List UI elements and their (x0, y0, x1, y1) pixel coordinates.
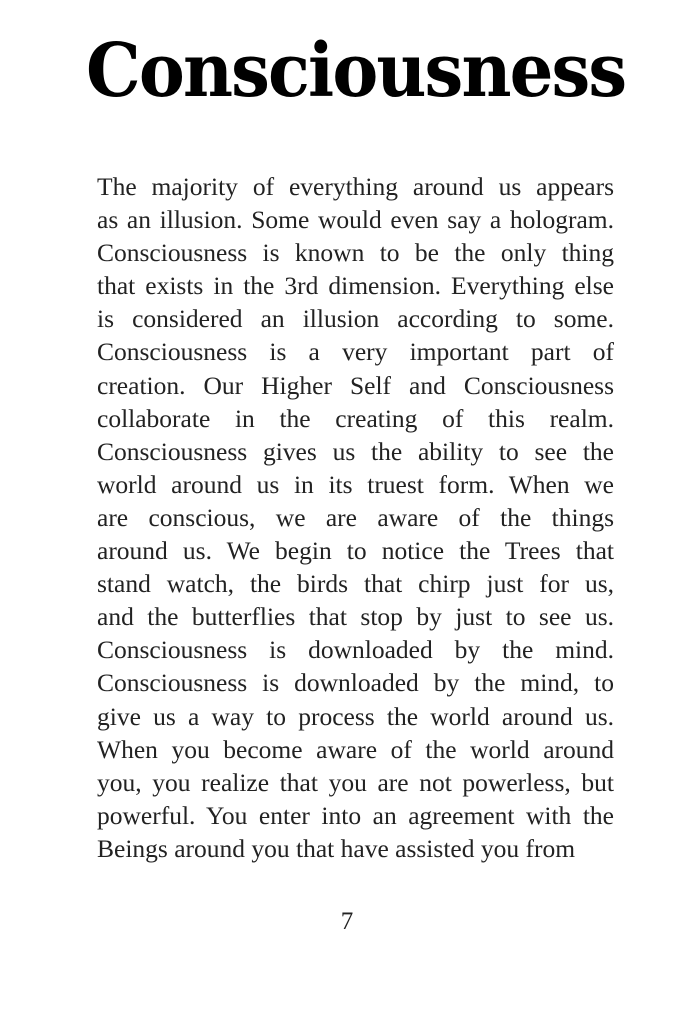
text-line: and the butterflies that stop by just to see us. (97, 602, 614, 632)
text-line: Consciousness gives us the ability to see the (97, 436, 614, 466)
text-line: as an illusion. Some would even say a hologram. (97, 205, 614, 235)
text-line: Consciousness is a very important part of (97, 337, 614, 367)
text-line: is considered an illusion according to some. (97, 304, 614, 334)
text-line: are conscious, we are aware of the things (97, 502, 614, 532)
text-line: Beings around you that have assisted you from (97, 833, 576, 863)
text-line: Consciousness is known to be the only thing (97, 238, 614, 268)
text-line: stand watch, the birds that chirp just for us, (97, 569, 614, 599)
text-line: Consciousness is downloaded by the mind. (97, 635, 614, 665)
text-line: The majority of everything around us appears (97, 172, 614, 201)
text-line: creation. Our Higher Self and Consciousness (97, 370, 614, 400)
text-line: that exists in the 3rd dimension. Everything else (97, 271, 614, 301)
text-line: Consciousness is downloaded by the mind, to (97, 668, 614, 698)
text-line: give us a way to process the world around us. (97, 701, 614, 731)
text-line: collaborate in the creating of this realm. (97, 403, 614, 433)
text-line: around us. We begin to notice the Trees that (97, 536, 614, 566)
page-title: Consciousness (86, 28, 626, 114)
text-line: you, you realize that you are not powerless, but (97, 767, 614, 797)
text-line: When you become aware of the world around (97, 734, 614, 764)
text-line: powerful. You enter into an agreement with the (97, 800, 614, 830)
page-number: 7 (340, 908, 354, 935)
text-line: world around us in its truest form. When we (97, 469, 614, 499)
body-text (97, 170, 614, 865)
